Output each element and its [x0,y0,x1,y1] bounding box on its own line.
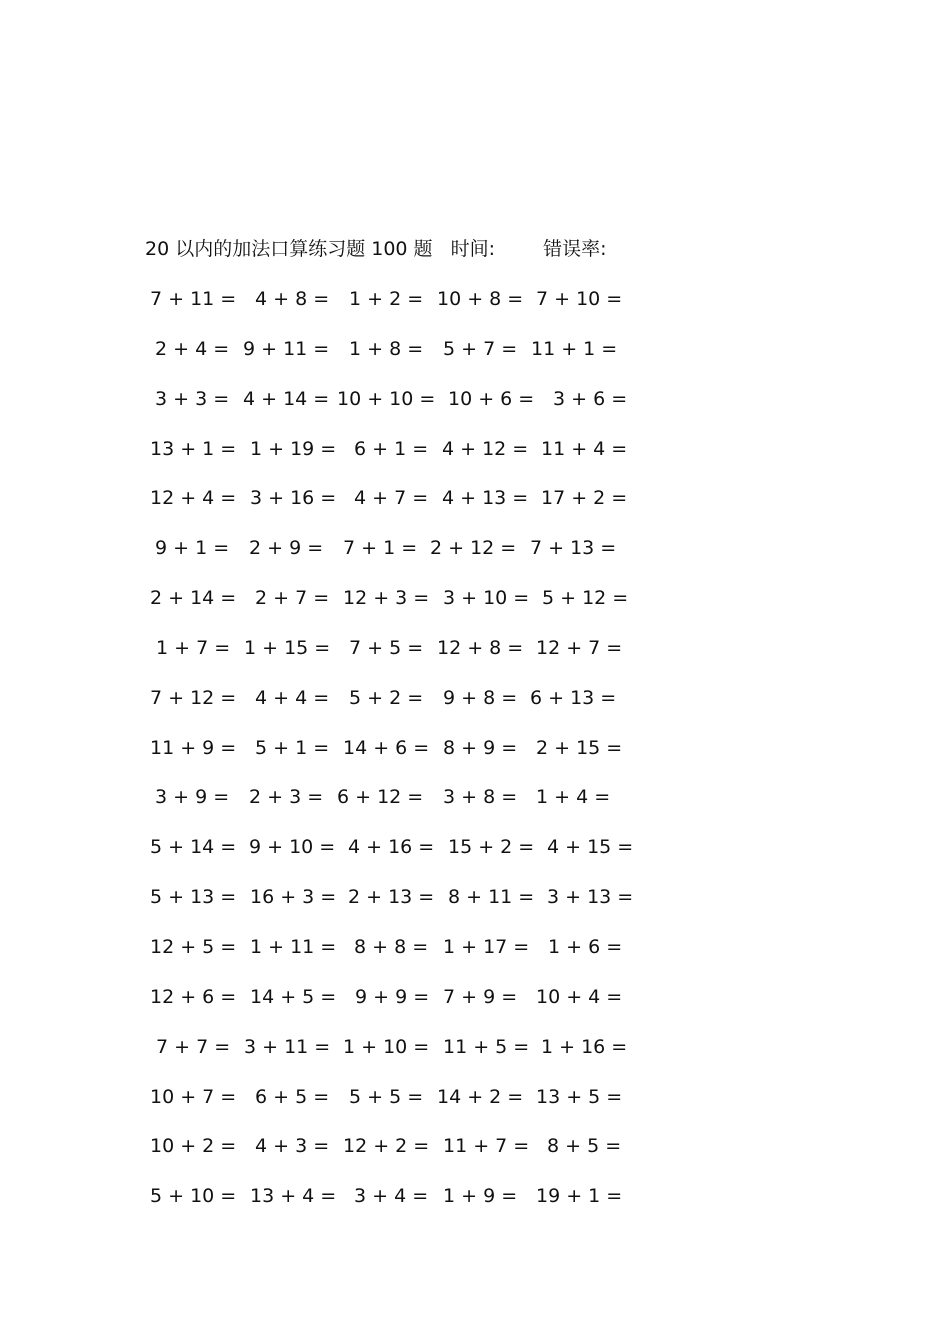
problem-item: 10 + 8 = [437,288,524,310]
problem-item: 7 + 1 = [343,537,418,560]
problem-item: 12 + 4 = [150,487,237,510]
problem-item: 5 + 1 = [255,736,330,759]
problem-row [140,1183,640,1233]
problem-row [140,884,640,934]
worksheet-header [145,236,606,262]
problem-row [140,1034,640,1084]
problem-item: 2 + 9 = [249,537,324,560]
problem-item: 2 + 4 = [155,337,230,360]
problem-item: 12 + 8 = [437,636,524,659]
problem-item: 2 + 7 = [255,587,330,610]
problem-item: 10 + 7 = [150,1085,237,1108]
problem-item: 4 + 15 = [547,836,634,859]
problem-row [140,735,640,785]
problem-item: 5 + 12 = [542,587,629,610]
problem-item: 1 + 6 = [548,935,623,958]
problem-item: 17 + 2 = [541,487,628,510]
problem-item: 1 + 7 = [156,636,231,659]
problem-item: 9 + 10 = [249,836,336,859]
problem-item: 2 + 12 = [430,537,517,560]
problem-item: 2 + 14 = [150,587,237,610]
problem-item: 6 + 13 = [530,686,617,709]
problem-item: 11 + 9 = [150,736,237,759]
problem-row [140,635,640,685]
problem-row [140,436,640,486]
problem-item: 1 + 2 = [349,288,424,310]
problem-item: 1 + 8 = [349,337,424,360]
problem-item: 11 + 5 = [443,1035,530,1058]
problem-item: 4 + 13 = [442,487,529,510]
problem-item: 4 + 14 = [243,387,330,410]
problem-item: 4 + 7 = [354,487,429,510]
problem-item: 3 + 9 = [155,786,230,809]
problem-row [140,286,640,336]
problem-item: 10 + 4 = [536,985,623,1008]
error-rate-label: 错误率: [543,238,607,260]
problem-item: 9 + 1 = [155,537,230,560]
problem-item: 2 + 15 = [536,736,623,759]
problem-item: 12 + 3 = [343,587,430,610]
problem-item: 1 + 15 = [244,636,331,659]
problem-item: 3 + 6 = [553,387,628,410]
problem-item: 5 + 2 = [349,686,424,709]
problem-row [140,685,640,735]
problem-item: 5 + 7 = [443,337,518,360]
problem-item: 13 + 5 = [536,1085,623,1108]
problem-item: 14 + 5 = [250,985,337,1008]
problem-row [140,386,640,436]
problem-item: 9 + 9 = [355,985,430,1008]
problem-item: 4 + 3 = [255,1135,330,1158]
problem-item: 1 + 16 = [541,1035,628,1058]
problem-item: 6 + 12 = [337,786,424,809]
problem-item: 10 + 10 = [337,387,436,410]
problem-item: 14 + 6 = [343,736,430,759]
problem-item: 1 + 10 = [343,1035,430,1058]
problem-item: 15 + 2 = [448,836,535,859]
problem-row [140,535,640,585]
problem-item: 9 + 8 = [443,686,518,709]
problem-item: 1 + 17 = [443,935,530,958]
problem-item: 13 + 1 = [150,437,237,460]
problem-item: 12 + 6 = [150,985,237,1008]
problem-item: 14 + 2 = [437,1085,524,1108]
problem-item: 13 + 4 = [250,1185,337,1208]
problem-item: 6 + 5 = [255,1085,330,1108]
problem-item: 4 + 4 = [255,686,330,709]
problem-item: 16 + 3 = [250,886,337,909]
problem-item: 11 + 7 = [443,1135,530,1158]
problem-item: 4 + 8 = [255,288,330,310]
problem-item: 3 + 8 = [443,786,518,809]
problem-item: 7 + 5 = [349,636,424,659]
problem-item: 3 + 13 = [547,886,634,909]
problem-row [140,934,640,984]
problem-row [140,984,640,1034]
page-title: 20 以内的加法口算练习题 100 题 [145,238,433,260]
problem-item: 9 + 11 = [243,337,330,360]
problem-item: 4 + 12 = [442,437,529,460]
problem-item: 3 + 4 = [354,1185,429,1208]
problem-row [140,1133,640,1183]
problem-row [140,336,640,386]
problem-item: 3 + 10 = [443,587,530,610]
problem-item: 6 + 1 = [354,437,429,460]
problem-item: 2 + 13 = [348,886,435,909]
problem-item: 11 + 4 = [541,437,628,460]
problem-item: 5 + 14 = [150,836,237,859]
problem-item: 3 + 16 = [250,487,337,510]
problem-item: 8 + 11 = [448,886,535,909]
problem-item: 10 + 6 = [448,387,535,410]
problem-item: 7 + 7 = [156,1035,231,1058]
problem-item: 8 + 8 = [354,935,429,958]
problem-item: 3 + 11 = [244,1035,331,1058]
problem-item: 5 + 10 = [150,1185,237,1208]
problem-item: 8 + 5 = [547,1135,622,1158]
problem-row [140,485,640,535]
problem-item: 1 + 19 = [250,437,337,460]
problem-row [140,1084,640,1134]
problem-item: 7 + 12 = [150,686,237,709]
problem-item: 7 + 13 = [530,537,617,560]
problem-item: 1 + 11 = [250,935,337,958]
problem-item: 7 + 9 = [443,985,518,1008]
problem-item: 12 + 2 = [343,1135,430,1158]
problem-row [140,834,640,884]
problem-item: 10 + 2 = [150,1135,237,1158]
problem-item: 5 + 13 = [150,886,237,909]
problem-item: 7 + 11 = [150,288,237,310]
problem-item: 4 + 16 = [348,836,435,859]
problem-item: 8 + 9 = [443,736,518,759]
problem-item: 1 + 4 = [536,786,611,809]
problem-item: 12 + 5 = [150,935,237,958]
problem-grid [140,286,640,1233]
problem-item: 1 + 9 = [443,1185,518,1208]
problem-item: 19 + 1 = [536,1185,623,1208]
problem-item: 12 + 7 = [536,636,623,659]
problem-item: 3 + 3 = [155,387,230,410]
problem-item: 2 + 3 = [249,786,324,809]
problem-item: 11 + 1 = [531,337,618,360]
problem-row [140,784,640,834]
problem-row [140,585,640,635]
problem-item: 7 + 10 = [536,288,623,310]
time-label: 时间: [450,238,496,260]
problem-item: 5 + 5 = [349,1085,424,1108]
